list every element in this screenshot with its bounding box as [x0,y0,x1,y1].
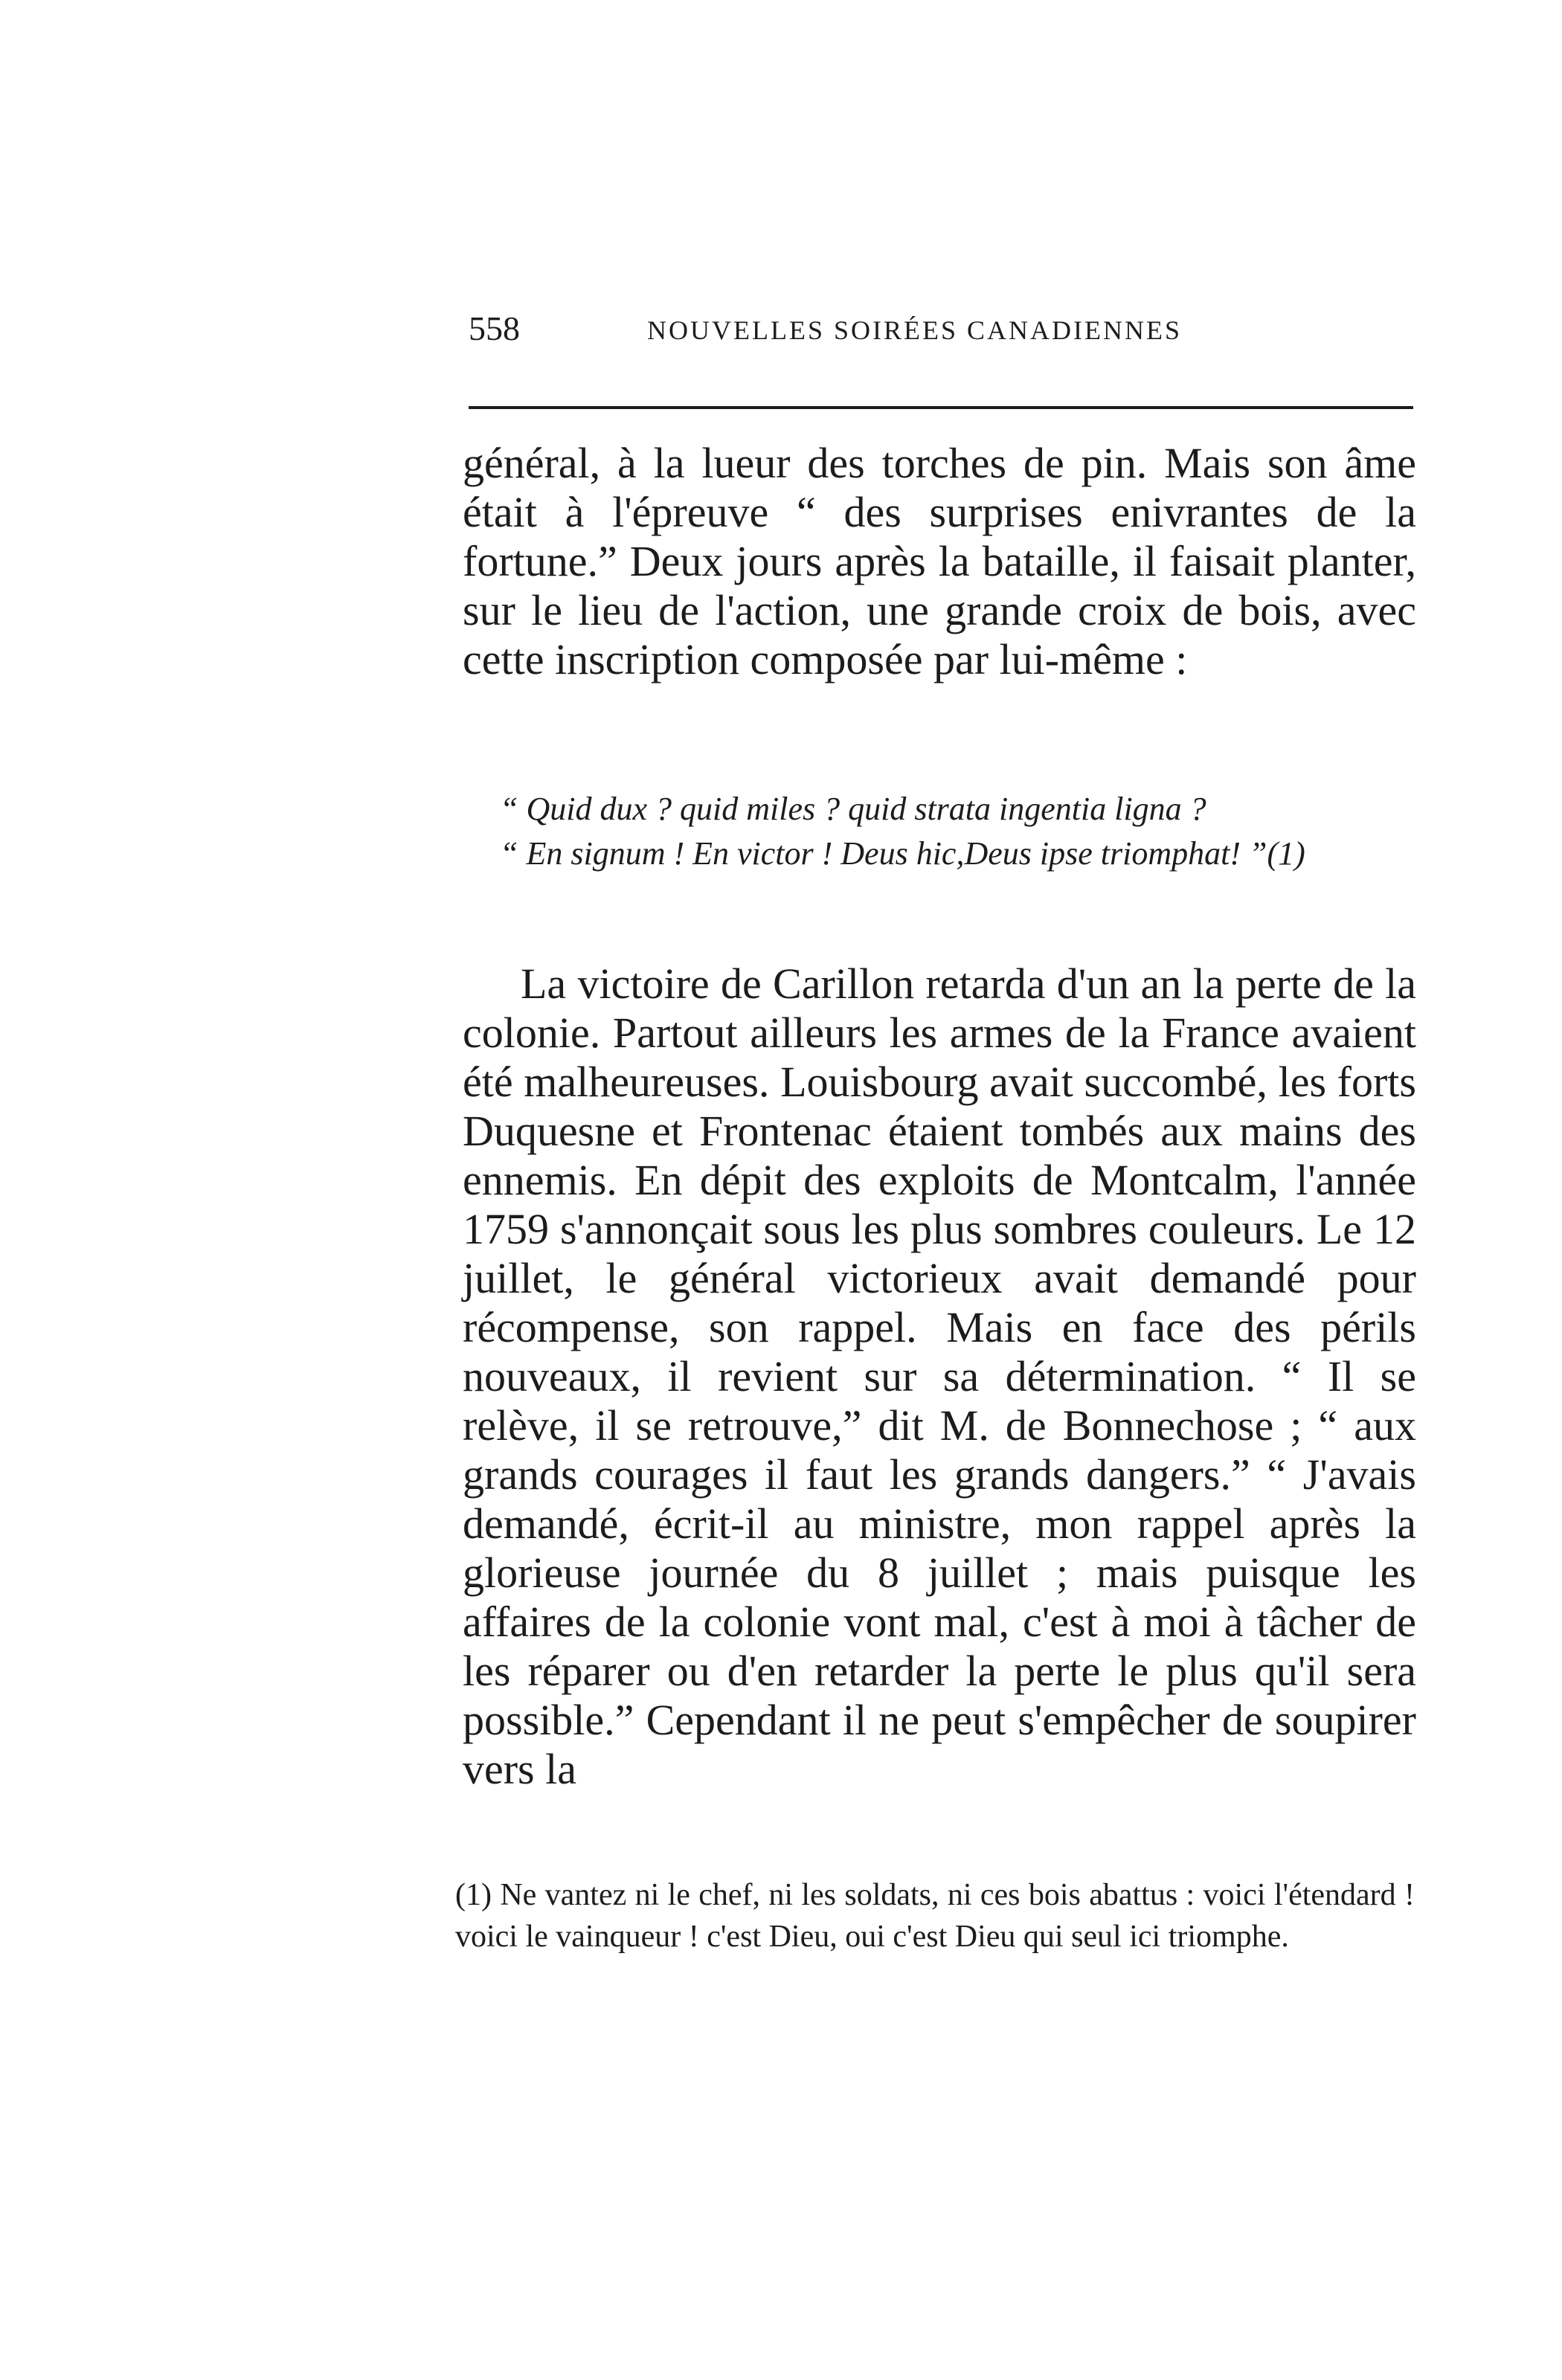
running-title: NOUVELLES SOIRÉES CANADIENNES [647,315,1182,345]
running-head [469,306,1413,351]
page-number: 558 [469,309,520,347]
body-paragraph-2: La victoire de Carillon retarda d'un an la perte de la colonie. Partout ailleurs les armes de la France avaient été malheureuses. Louisbourg avait succombé, les forts Duquesne et Frontenac étaient tombés aux mains des ennemis. En dépit des exploits de Montcalm, l'année 1759 s'annonçait sous les plus sombres couleurs. Le 12 juillet, le général victorieux avait demandé pour récompense, son rappel. Mais en face des périls nouveaux, il revient sur sa détermination. “ Il se relève, il se retrouve,” dit M. de Bonnechose ; “ aux grands courages il faut les grands dangers.” “ J'avais demandé, écrit-il au ministre, mon rappel après la glorieuse journée du 8 juillet ; mais puisque les affaires de la colonie vont mal, c'est à moi à tâcher de les réparer ou d'en retarder la perte le plus qu'il sera possible.” Cependant il ne peut s'empêcher de soupirer vers la [463,959,1416,1793]
footnote: (1) Ne vantez ni le chef, ni les soldats, ni ces bois abattus : voici l'étendard ! voici le vainqueur ! c'est Dieu, oui c'est Dieu qui seul ici triomphe. [455,1878,1415,1954]
latin-inscription [500,787,1422,876]
header-rule [469,406,1413,409]
inscription-line-2: “ En signum ! En victor ! Deus hic,Deus ipse triomphat! ”(1) [500,835,1305,872]
body-paragraph-1: général, à la lueur des torches de pin. Mais son âme était à l'épreuve “ des surprises enivrantes de la fortune.” Deux jours après la bataille, il faisait planter, sur le lieu de l'action, une grande croix de bois, avec cette inscription composée par lui-même : [463,439,1416,684]
inscription-line-1: “ Quid dux ? quid miles ? quid strata ingentia ligna ? [500,791,1206,827]
